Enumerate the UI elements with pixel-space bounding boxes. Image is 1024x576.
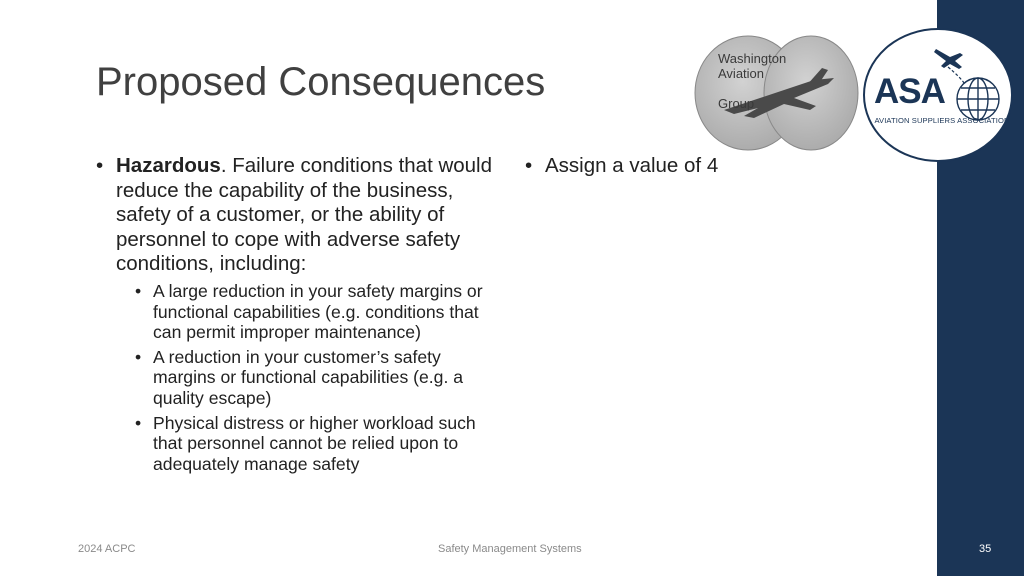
footer-title: Safety Management Systems: [438, 543, 582, 555]
bullet-list: [96, 154, 501, 474]
bullet-dot-icon: •: [135, 346, 142, 367]
list-item-hazardous: [96, 154, 501, 474]
sub-list-item: [135, 347, 501, 409]
bullet-list: [525, 154, 785, 179]
wag-line-group: Group: [718, 96, 755, 111]
left-content-column: [96, 154, 501, 478]
asa-full-name: AVIATION SUPPLIERS ASSOCIATION: [874, 116, 1010, 125]
asa-acronym: ASA: [874, 72, 945, 111]
wag-line-washington: Washington: [718, 51, 787, 66]
sub-item-text: Physical distress or higher workload such that personnel cannot be relied upon to adequately manage safety: [153, 412, 476, 474]
hazardous-definition: . Failure conditions that would reduce the capability of the business, safety of a customer, or the ability of personnel to cope with adverse safety conditions, including:: [116, 154, 493, 276]
bullet-dot-icon: •: [135, 412, 142, 433]
sub-bullet-list: [116, 281, 501, 474]
term-hazardous: Hazardous: [116, 154, 221, 177]
sub-item-text: A reduction in your customer’s safety margins or functional capabilities (e.g. a quality escape): [153, 346, 464, 408]
bullet-dot-icon: •: [135, 280, 142, 301]
sub-list-item: [135, 413, 501, 475]
list-item-assign-value: [525, 154, 785, 179]
footer-date: 2024 ACPC: [78, 543, 136, 555]
wag-line-aviation: Aviation: [718, 66, 765, 81]
right-content-column: [525, 154, 785, 179]
sub-item-text: A large reduction in your safety margins or functional capabilities (e.g. conditions that can permit improper maintenance): [153, 280, 483, 343]
slide-title: Proposed Consequences: [96, 60, 546, 104]
bullet-dot-icon: •: [96, 154, 104, 177]
slide-number: 35: [979, 543, 992, 555]
globe-icon: [957, 78, 999, 120]
sub-list-item: [135, 281, 501, 343]
assign-value-text: Assign a value of 4: [545, 154, 719, 177]
bullet-dot-icon: •: [525, 154, 533, 177]
